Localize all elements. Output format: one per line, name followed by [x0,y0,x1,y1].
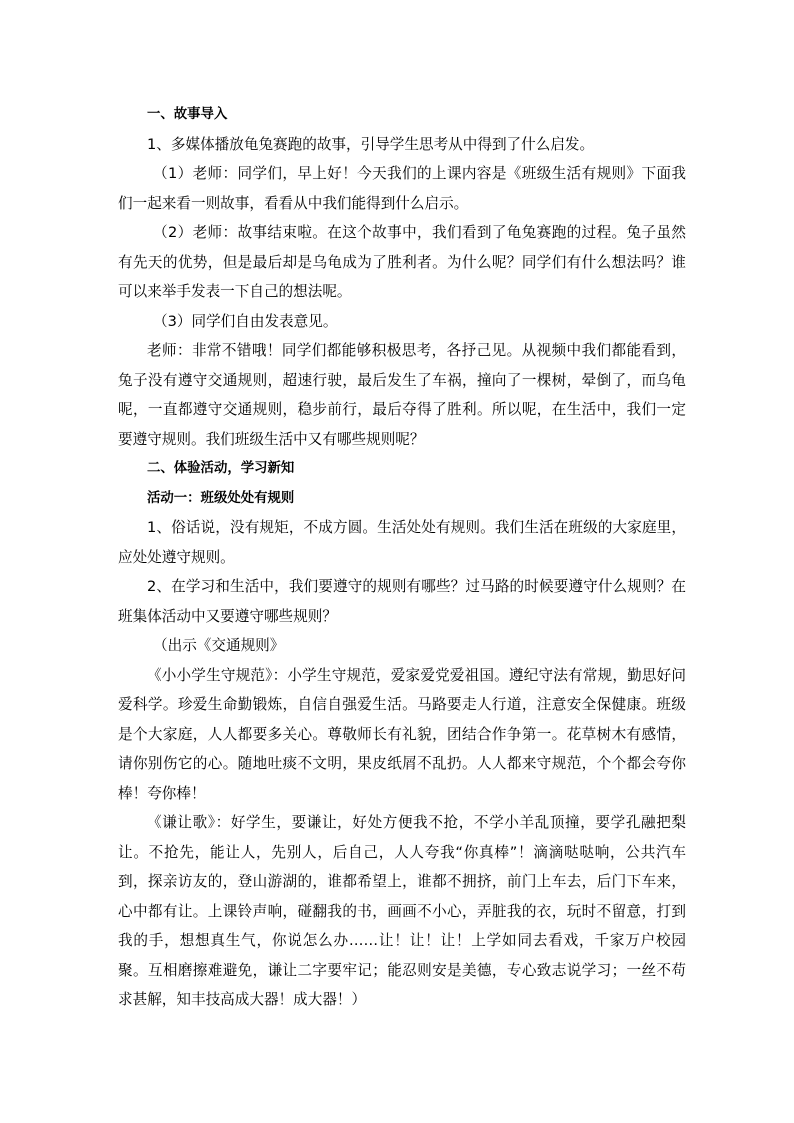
section-heading-story-intro: 一、故事导入 [147,107,228,122]
section-heading-activities: 二、体验活动，学习新知 [147,461,295,476]
paragraph-multimedia: 1、多媒体播放龟兔赛跑的故事，引导学生思考从中得到了什么启发。 [147,135,595,153]
paragraph-teacher-greeting: （1）老师：同学们，早上好！今天我们的上课内容是《班级生活有规则》下面我们一起来看一则故事，看看从中我们能得到什么启示。 [118,165,686,212]
activity-heading-rules-everywhere: 活动一：班级处处有规则 [147,490,295,506]
document-page [118,100,686,1015]
paragraph-story-end: （2）老师：故事结束啦。在这个故事中，我们看到了龟兔赛跑的过程。兔子虽然有先天的优势，但是最后却是乌龟成为了胜利者。为什么呢？同学们有什么想法吗？谁可以来举手发表一下自己的想法呢。 [118,224,686,300]
paragraph-student-norms: 《小小学生守规范》：小学生守规范，爱家爱党爱祖国。遵纪守法有常规，勤思好问爱科学。珍爱生命勤锻炼，自信自强爱生活。马路要走人行道，注意安全保健康。班级是个大家庭，人人都要多关心。尊敬师长有礼貌，团结合作争第一。花草树木有感情，请你别伤它的心。随地吐痰不文明，果皮纸屑不乱扔。人人都来守规范，个个都会夸你棒！夸你棒！ [118,666,686,802]
paragraph-rules-question: 2、在学习和生活中，我们要遵守的规则有哪些？过马路的时候要遵守什么规则？在班集体活动中又要遵守哪些规则？ [118,578,686,625]
paragraph-proverb: 1、俗话说，没有规矩，不成方圆。生活处处有规则。我们生活在班级的大家庭里，应处处遵守规则。 [118,519,686,566]
paragraph-modesty-song: 《谦让歌》：好学生，要谦让，好处方便我不抢，不学小羊乱顶撞，要学孔融把梨让。不抢先，能让人，先别人，后自己，人人夸我“你真棒”！滴滴哒哒响，公共汽车到，探亲访友的，登山游湖的，谁都希望上，谁都不拥挤，前门上车去，后门下车来，心中都有让。上课铃声响，碰翻我的书，画画不小心，弄脏我的衣，玩时不留意，打到我的手，想想真生气，你说怎么办……让！让！让！上学如同去看戏，千家万户校园聚。互相磨擦难避免，谦让二字要牢记；能忍则安是美德，专心致志说学习；一丝不苟求甚解，知丰技高成大器！成大器！） [118,814,686,1008]
paragraph-traffic-rules: （出示《交通规则》 [153,637,285,654]
paragraph-teacher-summary: 老师：非常不错哦！同学们都能够积极思考，各抒己见。从视频中我们都能看到，兔子没有遵守交通规则，超速行驶，最后发生了车祸，撞向了一棵树，晕倒了，而乌龟呢，一直都遵守交通规则，稳步前行，最后夺得了胜利。所以呢，在生活中，我们一定要遵守规则。我们班级生活中又有哪些规则呢？ [118,342,686,448]
paragraph-students-discuss: （3）同学们自由发表意见。 [153,312,338,330]
